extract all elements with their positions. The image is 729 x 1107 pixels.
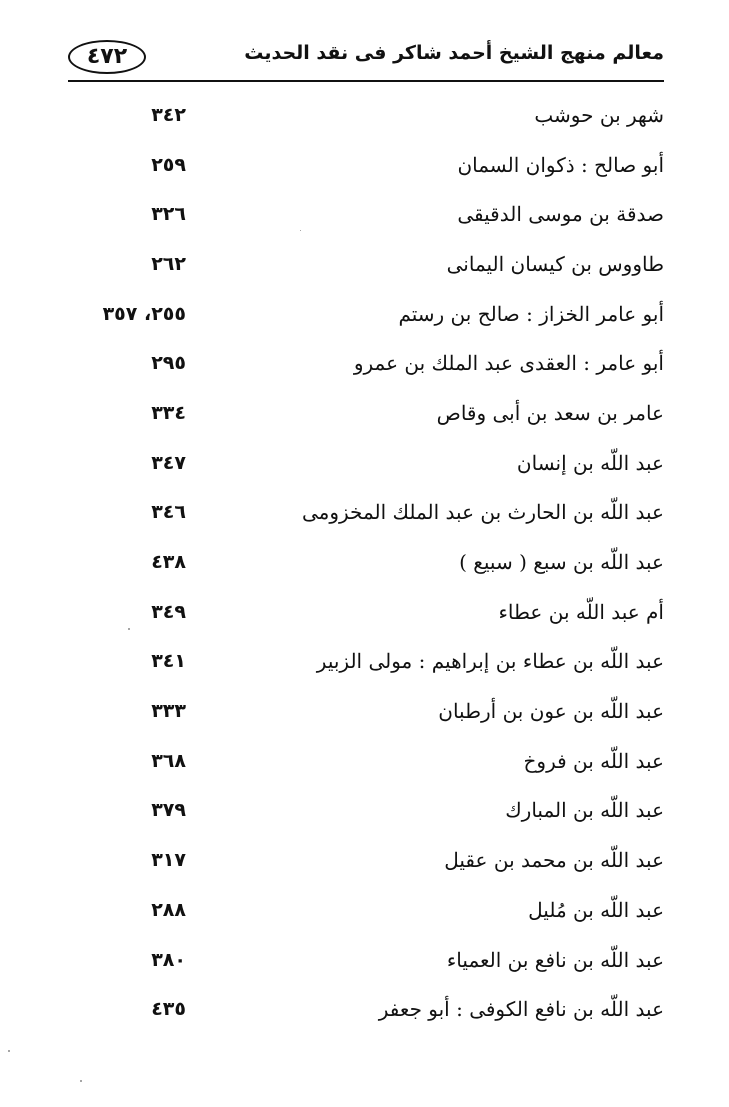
entry-name: أبو عامر الخزاز : صالح بن رستم — [398, 301, 664, 326]
entry-name: أم عبد اللّه بن عطاء — [498, 599, 664, 624]
index-entry — [68, 140, 664, 190]
entry-name: عبد اللّه بن فروخ — [523, 748, 664, 773]
index-entry — [68, 438, 664, 488]
entry-page-numbers: ٣٤٩ — [151, 600, 186, 623]
entry-page-numbers: ٣٦٨ — [151, 749, 186, 772]
index-entry — [68, 488, 664, 538]
entry-page-numbers: ٢٩٥ — [151, 352, 186, 375]
entry-page-numbers: ٣٤٦ — [151, 501, 186, 524]
entry-page-numbers: ٣٤٧ — [151, 451, 186, 474]
entry-name: عبد اللّه بن إنسان — [516, 450, 664, 475]
entry-page-numbers: ٣٣٣ — [151, 700, 186, 723]
entry-page-numbers: ٤٣٥ — [151, 998, 186, 1021]
page-number: ٤٧٢ — [86, 44, 128, 69]
index-entry — [68, 189, 664, 239]
index-entry — [68, 984, 664, 1034]
header-rule — [68, 80, 664, 82]
entry-name: عبد اللّه بن سبع ( سبيع ) — [459, 550, 664, 575]
entry-page-numbers: ٣٤١ — [151, 650, 186, 673]
entry-name: عبد اللّه بن الحارث بن عبد الملك المخزومى — [301, 500, 664, 525]
index-entry — [68, 686, 664, 736]
entry-page-numbers: ٣٨٠ — [151, 948, 186, 971]
entry-name: عبد اللّه بن نافع بن العمياء — [446, 947, 664, 972]
entry-name: عبد اللّه بن مُليل — [528, 897, 664, 922]
entry-page-numbers: ٢٥٩ — [151, 153, 186, 176]
entry-page-numbers: ٣٣٤ — [151, 401, 186, 424]
index-entry — [68, 835, 664, 885]
entry-name: أبو صالح : ذكوان السمان — [457, 152, 664, 177]
running-title: معالم منهج الشيخ أحمد شاكر فى نقد الحديث — [244, 42, 664, 64]
entry-name: شهر بن حوشب — [534, 102, 664, 127]
index-entry — [68, 786, 664, 836]
index-entry — [68, 239, 664, 289]
page-header — [68, 34, 664, 84]
scan-speck — [300, 230, 301, 231]
entry-name: عبد اللّه بن المبارك — [505, 798, 664, 823]
index-entry — [68, 736, 664, 786]
index-entry — [68, 338, 664, 388]
entry-name: عامر بن سعد بن أبى وقاص — [436, 400, 664, 425]
entry-page-numbers: ٣٤٢ — [151, 103, 186, 126]
entry-page-numbers: ٣٧٩ — [151, 799, 186, 822]
index-entry — [68, 537, 664, 587]
scan-speck — [128, 628, 130, 630]
entry-name: أبو عامر : العقدى عبد الملك بن عمرو — [353, 351, 664, 376]
entry-name: صدقة بن موسى الدقيقى — [457, 202, 664, 227]
entry-name: طاووس بن كيسان اليمانى — [446, 251, 664, 276]
entry-name: عبد اللّه بن محمد بن عقيل — [444, 848, 664, 873]
index-entry — [68, 388, 664, 438]
entry-name: عبد اللّه بن نافع الكوفى : أبو جعفر — [378, 997, 664, 1022]
entry-page-numbers: ٤٣٨ — [151, 551, 186, 574]
index-entry — [68, 637, 664, 687]
index-entry — [68, 587, 664, 637]
entry-page-numbers: ٢٨٨ — [151, 898, 186, 921]
index-entry — [68, 90, 664, 140]
scan-speck — [80, 1080, 82, 1082]
entry-name: عبد اللّه بن عون بن أرطبان — [438, 699, 664, 724]
entry-page-numbers: ٢٥٥، ٣٥٧ — [102, 302, 186, 325]
index-entry — [68, 289, 664, 339]
entry-name: عبد اللّه بن عطاء بن إبراهيم : مولى الزبير — [316, 649, 664, 674]
index-list — [68, 90, 664, 1034]
entry-page-numbers: ٣١٧ — [151, 849, 186, 872]
entry-page-numbers: ٢٦٢ — [151, 252, 186, 275]
entry-page-numbers: ٣٢٦ — [151, 203, 186, 226]
index-entry — [68, 935, 664, 985]
scan-speck — [8, 1050, 10, 1052]
page-number-oval — [68, 40, 146, 74]
index-entry — [68, 885, 664, 935]
